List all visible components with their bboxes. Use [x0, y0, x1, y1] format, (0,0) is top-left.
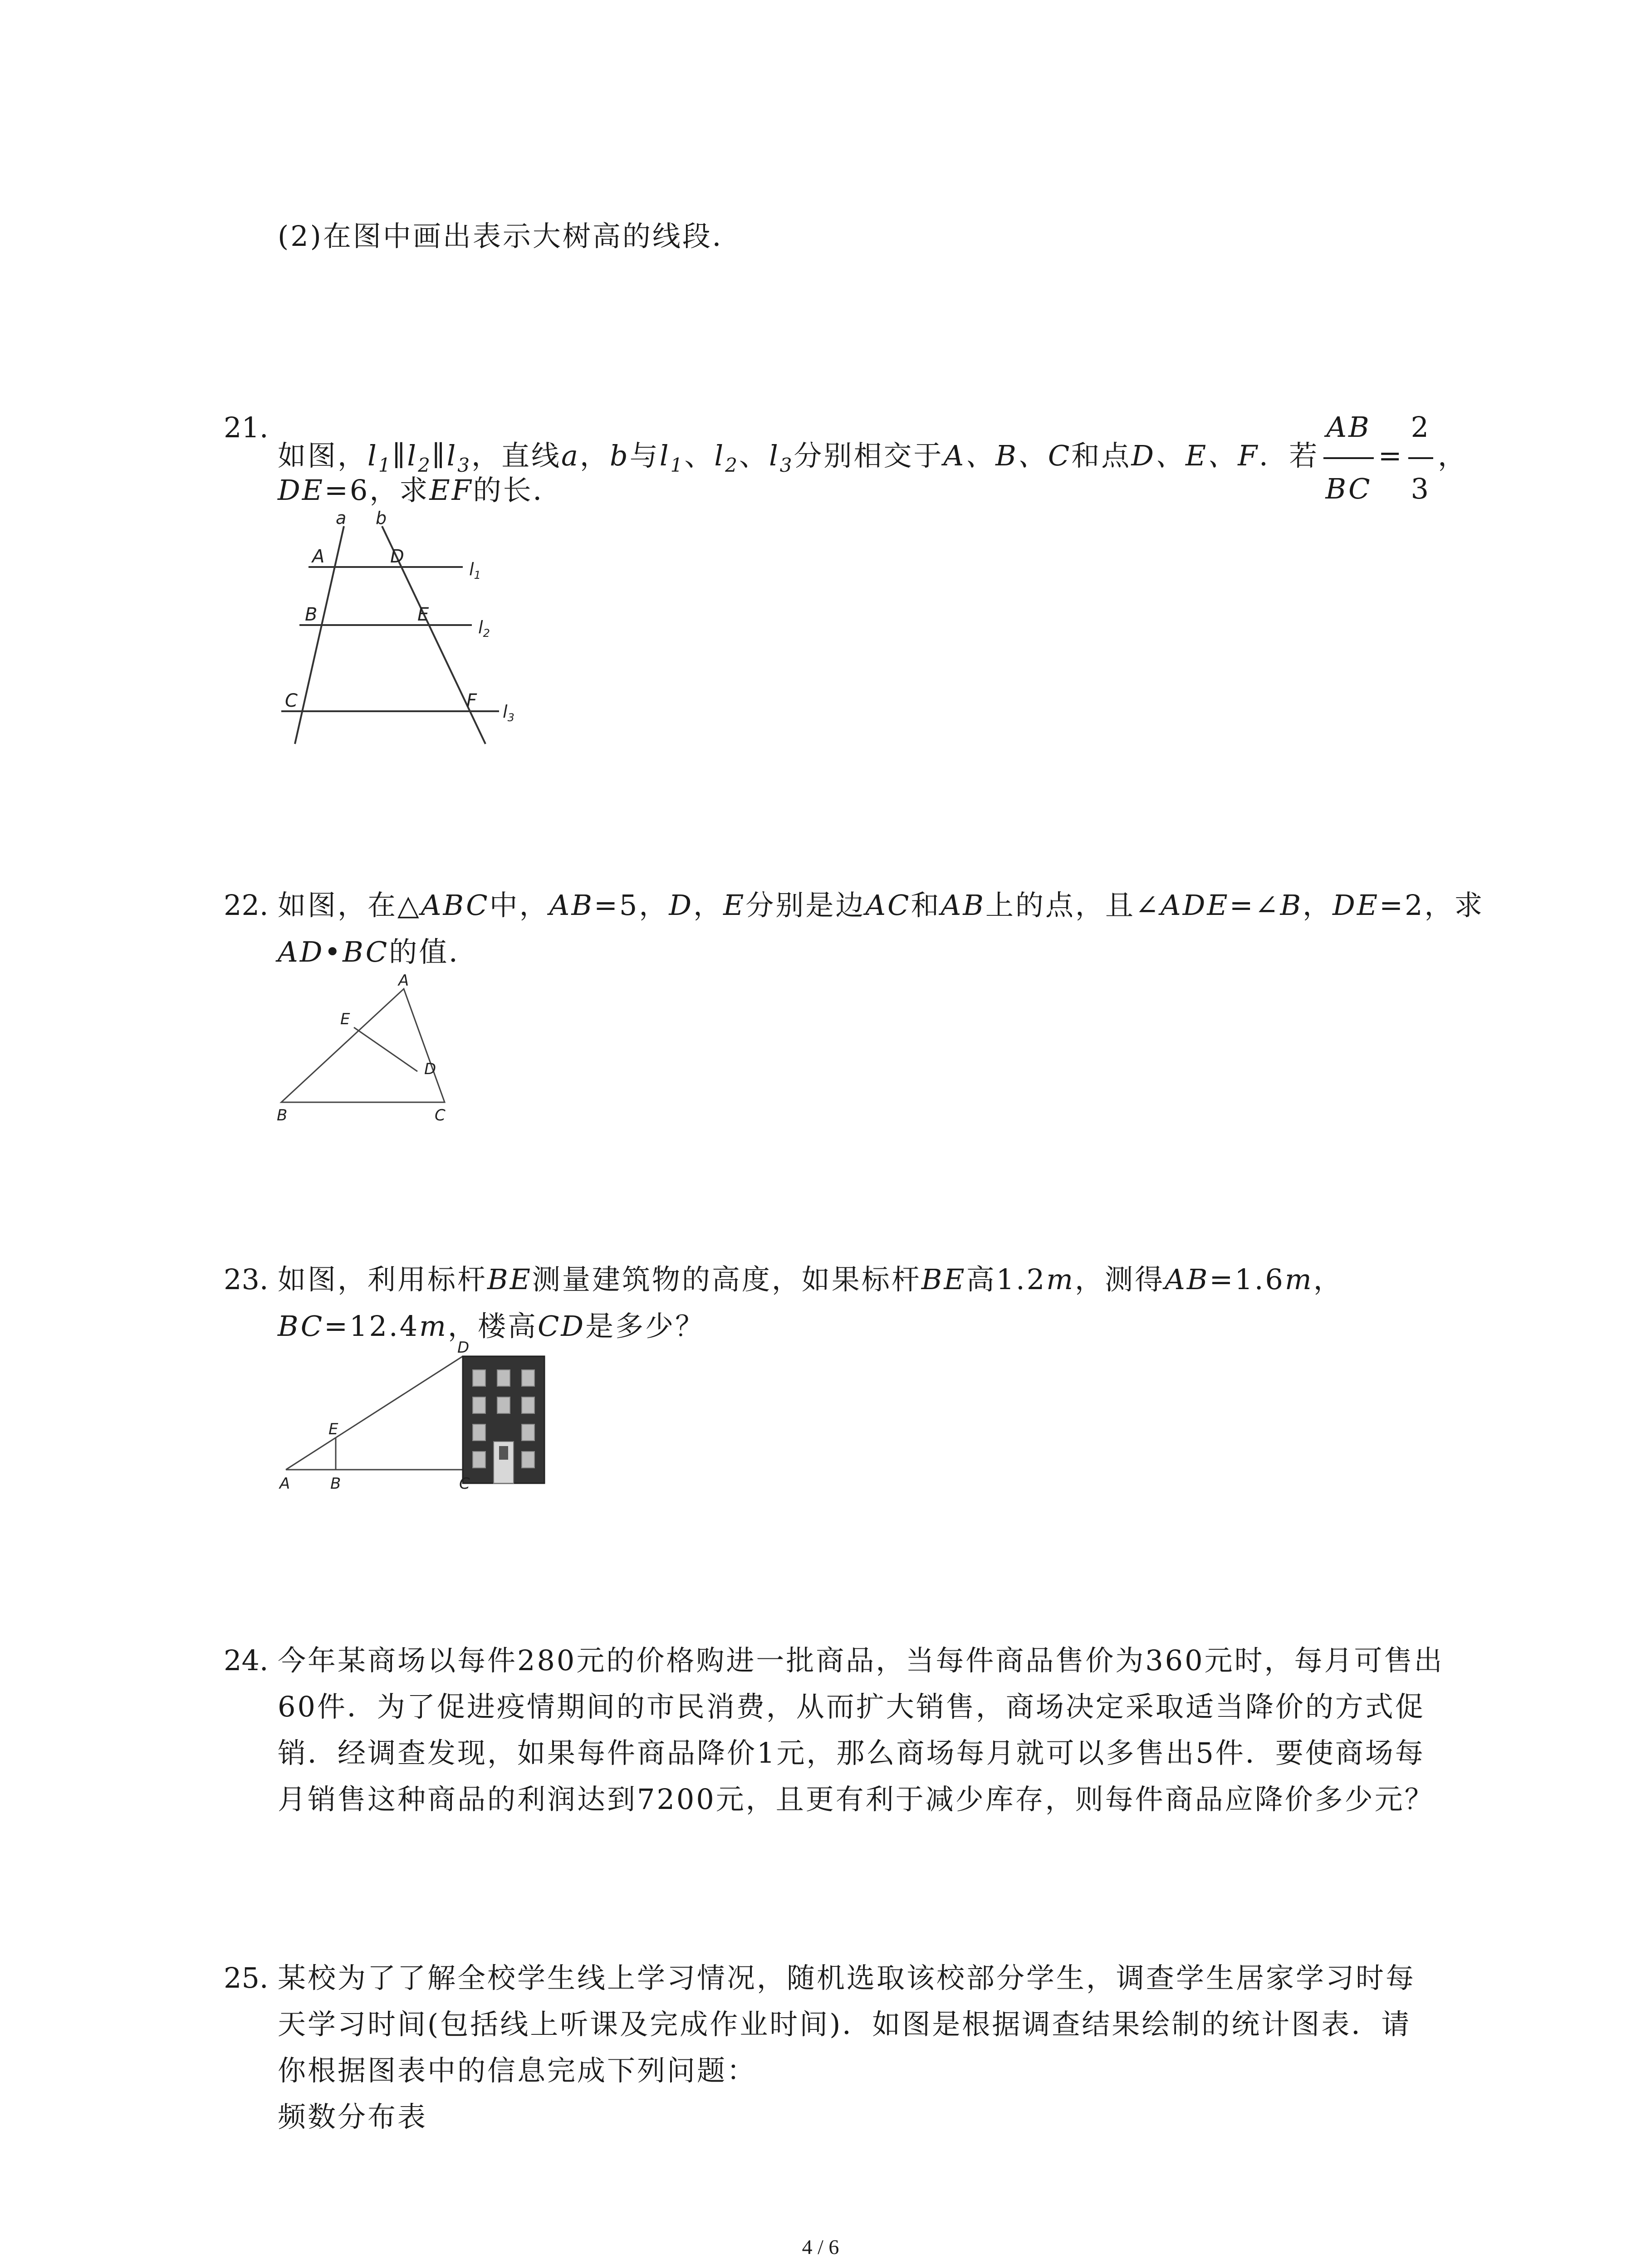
label-b: b: [376, 508, 387, 528]
q25-line1: 某校为了了解全校学生线上学习情况，随机选取该校部分学生，调查学生居家学习时每: [278, 1961, 1416, 1994]
building-icon: [463, 1356, 544, 1483]
q24-line2: 60件．为了促进疫情期间的市民消费，从而扩大销售，商场决定采取适当降价的方式促: [278, 1690, 1425, 1723]
label-A: A: [398, 972, 409, 990]
q25-line3: 你根据图表中的信息完成下列问题：: [278, 2054, 757, 2087]
label-l1: $l_1$: [469, 559, 481, 582]
q24-line3: 销．经调查发现，如果每件商品降价1元，那么商场每月就可以多售出5件．要使商场每: [278, 1736, 1425, 1769]
q23-line2: BC=12.4m，楼高CD是多少？: [278, 1310, 705, 1343]
label-A: A: [279, 1475, 290, 1493]
label-E: E: [328, 1420, 338, 1438]
q24-line4: 月销售这种商品的利润达到7200元，且更有利于减少库存，则每件商品应降价多少元？: [278, 1783, 1435, 1816]
q20-part2: (2)在图中画出表示大树高的线段．: [278, 220, 742, 253]
q23-building-figure: [272, 1338, 563, 1506]
label-A: A: [312, 546, 325, 567]
q21-line2: DE=6，求EF的长．: [278, 474, 563, 507]
page-number: 4 / 6: [802, 2235, 839, 2258]
q23-line1: 如图，利用标杆BE测量建筑物的高度，如果标杆BE高1.2m，测得AB=1.6m，: [278, 1263, 1343, 1296]
q21-number: 21.: [224, 411, 269, 444]
q22-line2: AD•BC的值．: [278, 935, 479, 968]
q22-line1: 如图，在△ABC中，AB=5，D，E分别是边AC和AB上的点，且∠ADE=∠B，DE=2，求: [278, 889, 1484, 922]
q24-line1: 今年某商场以每件280元的价格购进一批商品，当每件商品售价为360元时，每月可售出: [278, 1644, 1444, 1677]
q25-number: 25.: [224, 1961, 269, 1994]
value-fraction: $\frac{2}{3}$: [1408, 400, 1433, 516]
label-D: D: [457, 1339, 470, 1357]
label-C: C: [459, 1475, 470, 1493]
q25-line2: 天学习时间(包括线上听课及完成作业时间)．如图是根据调查结果绘制的统计图表．请: [278, 2008, 1411, 2041]
label-E: E: [340, 1010, 350, 1028]
q22-number: 22.: [224, 889, 269, 922]
q24-number: 24.: [224, 1644, 269, 1677]
q22-triangle-figure: [268, 971, 467, 1125]
label-C: C: [435, 1106, 446, 1124]
label-E: E: [417, 604, 429, 625]
label-l2: $l_2$: [478, 617, 490, 640]
q23-number: 23.: [224, 1263, 269, 1296]
label-C: C: [285, 690, 298, 711]
label-l3: $l_3$: [503, 702, 514, 724]
label-D: D: [390, 546, 404, 567]
q21-parallel-lines-figure: [263, 508, 544, 753]
label-F: F: [466, 690, 477, 711]
ratio-fraction: $\frac{AB}{BC}$: [1323, 400, 1373, 516]
label-B: B: [277, 1106, 288, 1124]
label-D: D: [424, 1060, 436, 1078]
q25-line4: 频数分布表: [278, 2100, 428, 2133]
label-a: a: [336, 508, 347, 528]
label-B: B: [330, 1475, 341, 1493]
q21-line1: 如图，$l_1\parallel l_2\parallel l_3$，直线a，b与$l_1$、$l_2$、$l_3$分别相交于A、B、C和点D、E、F．若 $\frac{AB}{BC}$ = $\frac{2}{3}$ ，: [278, 400, 1468, 516]
label-B: B: [305, 604, 318, 625]
